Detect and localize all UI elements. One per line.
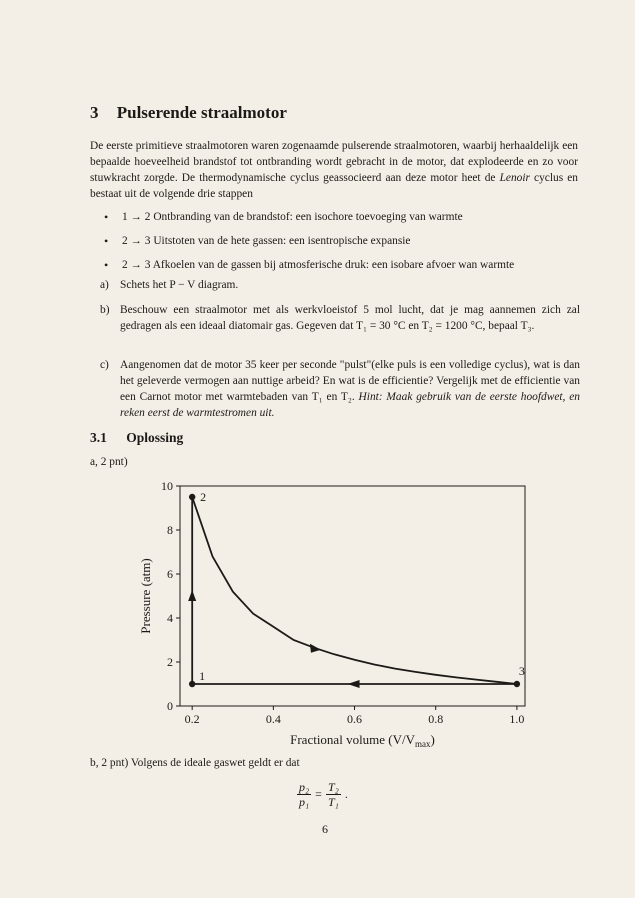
plot-frame — [180, 486, 525, 706]
part-a-label: a, 2 pnt) — [90, 456, 128, 468]
lhs-denominator: p₁ — [299, 795, 310, 809]
section-heading — [90, 103, 287, 123]
step-text: 2 → 3 Uitstoten van de hete gassen: een isentropische expansie — [122, 235, 411, 247]
pv-diagram — [120, 475, 540, 755]
intro-paragraph — [90, 138, 578, 202]
lhs-fraction — [297, 780, 311, 809]
step-list — [104, 205, 574, 277]
data-point — [514, 681, 520, 687]
equals-sign: = — [315, 787, 322, 801]
y-tick-label: 2 — [167, 655, 173, 669]
y-tick-label: 8 — [167, 523, 173, 537]
y-tick-label: 10 — [161, 479, 173, 493]
part-b-label: b, 2 pnt) Volgens de ideale gaswet geldt er dat — [90, 757, 300, 769]
x-axis-label: Fractional volume $(V/V_{max})$ — [290, 732, 435, 749]
question-c — [100, 357, 580, 421]
list-item — [104, 229, 574, 253]
point-label: 2 — [200, 490, 207, 504]
direction-arrow — [188, 590, 196, 601]
section-title: Pulserende straalmotor — [116, 103, 287, 122]
y-tick-label: 4 — [167, 611, 173, 625]
intro-text-after: cyclus en bestaat uit de volgende drie stappen — [90, 172, 579, 200]
question-text: Beschouw een straalmotor met als werkvloeistof 5 mol lucht, dat je mag aannemen zich zal gedragen als een ideaal diatomair gas. Gegeven dat T₁ = 30 °C en T₂ = 1200 °C, bepaal T₃. — [120, 304, 580, 332]
direction-arrow — [310, 644, 321, 653]
step-text: 2 → 3 Afkoelen van de gassen bij atmosferische druk: een isobare afvoer wan warmte — [122, 259, 515, 271]
question-body: Aangenomen dat de motor 35 keer per seconde "pulst"(elke puls is een volledige cyclus), wat is dan het geleverde vermogen aan nuttige arbeid? En wat is de efficientie? Vergelijk met de efficientie van een Carnot motor met warmtebaden van T₁ en T₂. — [120, 359, 580, 403]
direction-arrow — [348, 680, 360, 688]
rhs-fraction — [326, 780, 341, 809]
x-tick-label: 0.4 — [265, 712, 281, 726]
subsection-number: 3.1 — [90, 430, 107, 445]
bullet-icon: • — [104, 209, 109, 224]
question-text: Schets het P − V diagram. — [120, 279, 239, 291]
list-item — [104, 205, 574, 229]
x-tick-label: 1.0 — [509, 712, 525, 726]
gas-law-formula — [297, 780, 348, 809]
intro-text-before: De eerste primitieve straalmotoren waren zogenaamde pulserende straalmotoren, waarbij herhaaldelijk een bepaalde hoeveelheid brandstof tot ontbranding wordt gebracht in de motor, dat explodeerde en zo voor stuwkracht zorgde. De thermodynamische cyclus geassocieerd aan deze motor heet de — [90, 140, 578, 184]
lhs-numerator: p₂ — [299, 780, 310, 794]
point-label: 3 — [518, 664, 525, 678]
pv-chart-svg — [120, 475, 540, 755]
x-tick-label: 0.2 — [184, 712, 200, 726]
bullet-icon: • — [104, 257, 109, 272]
y-tick-label: 0 — [167, 699, 173, 713]
question-label: a) — [100, 279, 109, 291]
list-item — [104, 253, 574, 277]
question-label: b) — [100, 304, 110, 316]
y-tick-label: 6 — [167, 567, 173, 581]
data-point — [189, 681, 195, 687]
subsection-title: Oplossing — [126, 430, 184, 445]
data-point — [189, 494, 195, 500]
question-a — [100, 277, 580, 293]
x-tick-label: 0.8 — [428, 712, 444, 726]
formula-end: . — [344, 787, 348, 801]
question-label: c) — [100, 359, 109, 371]
rhs-numerator: T₂ — [327, 780, 339, 794]
step-text: 1 → 2 Ontbranding van de brandstof: een isochore toevoeging van warmte — [122, 211, 463, 223]
section-number: 3 — [90, 103, 99, 122]
point-label: 1 — [199, 669, 206, 683]
intro-lenoir: Lenoir — [499, 172, 530, 184]
page-number: 6 — [322, 822, 328, 836]
subsection-heading — [90, 430, 183, 446]
series-line — [192, 497, 517, 684]
question-text — [120, 357, 580, 421]
bullet-icon: • — [104, 233, 109, 248]
x-tick-label: 0.6 — [347, 712, 363, 726]
rhs-denominator: T₁ — [327, 795, 339, 809]
question-b — [100, 302, 580, 334]
y-axis-label: Pressure (atm) — [138, 558, 153, 634]
question-hint: Hint: Maak gebruik van de eerste hoofdwet, en reken eerst de warmtestromen uit. — [120, 391, 580, 419]
